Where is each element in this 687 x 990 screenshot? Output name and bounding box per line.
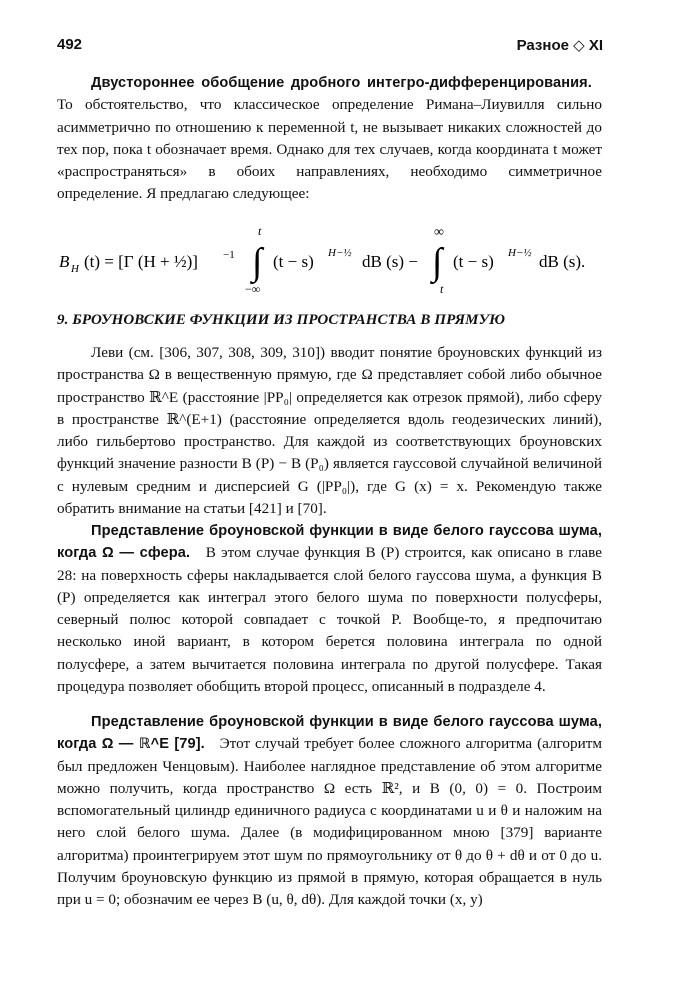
- page-number: 492: [57, 36, 83, 53]
- paragraph-runin-heading: Двустороннее обобщение дробного интегро-дифференцирования.: [91, 75, 592, 91]
- paragraph-euclidean: [57, 711, 602, 912]
- integrand1: (t − s): [273, 252, 314, 271]
- integral2-upper: ∞: [434, 225, 444, 240]
- differential2: dB (s).: [539, 252, 586, 271]
- integral1-lower: −∞: [245, 282, 261, 296]
- formula-block: [57, 222, 602, 300]
- section-heading: 9. БРОУНОВСКИЕ ФУНКЦИИ ИЗ ПРОСТРАНСТВА В ПРЯМУЮ: [57, 312, 506, 328]
- integrand2-exp: H−½: [508, 247, 532, 259]
- paragraph-body: То обстоятельство, что классическое определение Римана–Лиувилля сильно асимметрично по отношению к переменной t, не вызывает никаких сложностей до тех пор, пока t обозначает время. Однако для тех случаев, когда координата t может «распространяться» в обоих направлениях, необходимо симметричное определение. Я предлагаю следующее:: [57, 96, 602, 203]
- paragraph-runin-heading: Представление броуновской функции в виде белого гауссова шума, когда Ω — сфера.: [57, 523, 602, 562]
- integral1-upper: t: [258, 224, 262, 238]
- integral2-lower: t: [440, 282, 444, 296]
- paragraph-body: Этот случай требует более сложного алгоритма (алгоритм был предложен Ченцовым). Наиболее наглядное представление об этом алгоритме можно получить, когда пространство Ω есть ℝ², и B (0, 0) = 0. Построим вспомогательный цилиндр единичного радиуса с координатами u и θ и наложим на него слой белого шума. Далее (в модифицированном мною [379] варианте алгоритма) проинтегрируем этот шум по прямоугольнику от θ до θ + dθ и от 0 до u. Получим броуновскую функцию из прямой в прямую, которая обращается в нуль при u = 0; обозначим ее через B (u, θ, dθ). Для каждой точки (x, y): [57, 735, 602, 909]
- formula-lhs: B: [59, 252, 70, 271]
- integral2-sign: ∫: [432, 241, 443, 283]
- differential1: dB (s) −: [362, 252, 418, 271]
- paragraph-body: В этом случае функция B (P) строится, как описано в главе 28: на поверхность сферы накладывается слой белого гауссова шума, а функция B (P) определяется как интеграл этого белого шума по поверхности полусферы, северный полюс которой совпадает с точкой P. Вообще-то, я предпочитаю несколько иной вариант, в котором берется половина интеграла по одной полусфере, а затем вычитается половина интеграла по другой полусфере. Такая процедура позволяет обобщить второй процесс, описанный в подразделе 4.: [57, 544, 602, 696]
- formula-svg: [57, 222, 602, 300]
- integrand2: (t − s): [453, 252, 494, 271]
- integral1-sign: ∫: [252, 241, 263, 283]
- formula-lhs-sub: H: [71, 263, 79, 275]
- paragraph-sphere: [57, 520, 602, 698]
- running-title: Разное ◇ XI: [516, 37, 603, 54]
- paragraph-two-sided-generalization: [57, 72, 602, 206]
- integrand1-exp: H−½: [328, 247, 352, 259]
- paragraph-runin-heading: Представление броуновской функции в виде белого гауссова шума, когда Ω — ℝ^E [79].: [57, 714, 602, 753]
- paragraph-levy: Леви (см. [306, 307, 308, 309, 310]) вводит понятие броуновских функций из пространства Ω в вещественную прямую, где Ω представляет собой либо обычное пространство ℝ^E (расстояние |PP₀| определяется как отрезок прямой), либо сферу в пространстве ℝ^(E+1) (расстояние определяется вдоль геодезических линий), либо гильбертово пространство. Для каждой из соответствующих броуновских функций значение разности B (P) − B (P₀) является гауссовой случайной величиной с нулевым средним и дисперсией G (|PP₀|), где G (x) = x. Рекомендую также обратить внимание на статьи [421] и [70].: [57, 344, 602, 518]
- formula-lhs-exp: −1: [223, 249, 235, 261]
- page-header: [57, 36, 603, 58]
- formula-lhs-arg: (t) = [Γ (H + ½)]: [84, 252, 198, 271]
